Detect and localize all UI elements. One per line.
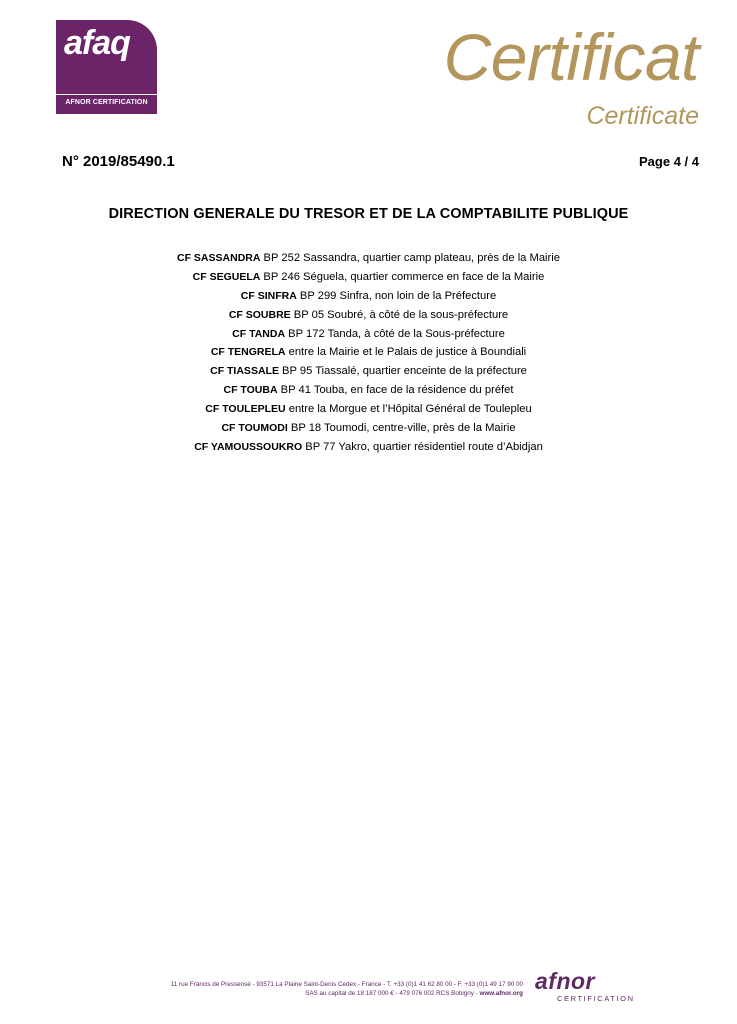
site-item — [0, 362, 737, 381]
site-list — [0, 249, 737, 457]
organization-heading: DIRECTION GENERALE DU TRESOR ET DE LA COMPTABILITE PUBLIQUE — [108, 206, 629, 222]
site-item — [0, 343, 737, 362]
afnor-logo-subtext: CERTIFICATION — [557, 994, 635, 1003]
footer-address-line1: 11 rue Francis de Pressensé - 93571 La Plaine Saint-Denis Cedex - France - T. +33 (0)1 41 62 80 00 - F. +33 (0)1 49 17 90 00 — [170, 981, 523, 988]
site-item — [0, 419, 737, 438]
site-address: BP 18 Toumodi, centre-ville, près de la Mairie — [287, 422, 516, 435]
site-address: BP 172 Tanda, à côté de la Sous-préfecture — [285, 327, 505, 340]
site-address: entre la Mairie et le Palais de justice à Boundiali — [285, 346, 527, 359]
site-name: CF SASSANDRA — [177, 252, 261, 264]
afaq-logo-divider — [56, 94, 157, 95]
site-item — [0, 249, 737, 268]
site-address: BP 05 Soubré, à côté de la sous-préfecture — [290, 308, 509, 321]
certificate-number: N° 2019/85490.1 — [62, 153, 175, 170]
afnor-logo — [533, 970, 643, 1010]
site-name: CF TOUMODI — [221, 422, 288, 435]
site-name: CF YAMOUSSOUKRO — [194, 440, 303, 453]
site-item — [0, 306, 737, 325]
site-address: BP 95 Tiassalé, quartier enceinte de la préfecture — [278, 365, 527, 378]
afnor-logo-text: afnor — [535, 968, 595, 994]
site-address: BP 252 Sassandra, quartier camp plateau, près de la Mairie — [260, 252, 560, 264]
footer-legal-text: SAS au capital de 18 187 000 € - 479 076 002 RCS Bobigny - — [305, 990, 480, 997]
site-item — [0, 400, 737, 419]
site-name: CF TENGRELA — [210, 346, 286, 359]
site-name: CF SOUBRE — [228, 308, 291, 321]
footer-address-line2 — [171, 989, 523, 998]
site-item — [0, 438, 737, 457]
footer-address — [171, 980, 523, 998]
afaq-logo — [56, 20, 157, 114]
certificate-title: Certificat — [443, 20, 699, 94]
certificate-subtitle: Certificate — [586, 102, 699, 130]
afaq-logo-subtext: AFNOR CERTIFICATION — [65, 99, 148, 106]
site-name: CF SEGUELA — [192, 270, 261, 283]
site-address: BP 77 Yakro, quartier résidentiel route d’Abidjan — [302, 440, 543, 453]
afaq-logo-text: afaq — [64, 24, 130, 62]
site-address: entre la Morgue et l’Hôpital Général de Toulepleu — [285, 403, 532, 416]
site-name: CF TOUBA — [223, 384, 278, 397]
site-item — [0, 325, 737, 344]
site-name: CF TOULEPLEU — [205, 403, 286, 416]
site-name: CF TIASSALE — [210, 365, 279, 378]
site-address: BP 299 Sinfra, non loin de la Préfecture — [296, 289, 497, 302]
site-address: BP 41 Touba, en face de la résidence du préfet — [277, 384, 514, 397]
site-address: BP 246 Séguela, quartier commerce en face de la Mairie — [260, 270, 545, 283]
site-item — [0, 268, 737, 287]
site-item — [0, 381, 737, 400]
page-number: Page 4 / 4 — [639, 154, 699, 169]
site-item — [0, 287, 737, 306]
site-name: CF SINFRA — [240, 289, 297, 302]
site-name: CF TANDA — [232, 327, 286, 340]
footer-website-link[interactable]: www.afnor.org — [479, 990, 523, 997]
